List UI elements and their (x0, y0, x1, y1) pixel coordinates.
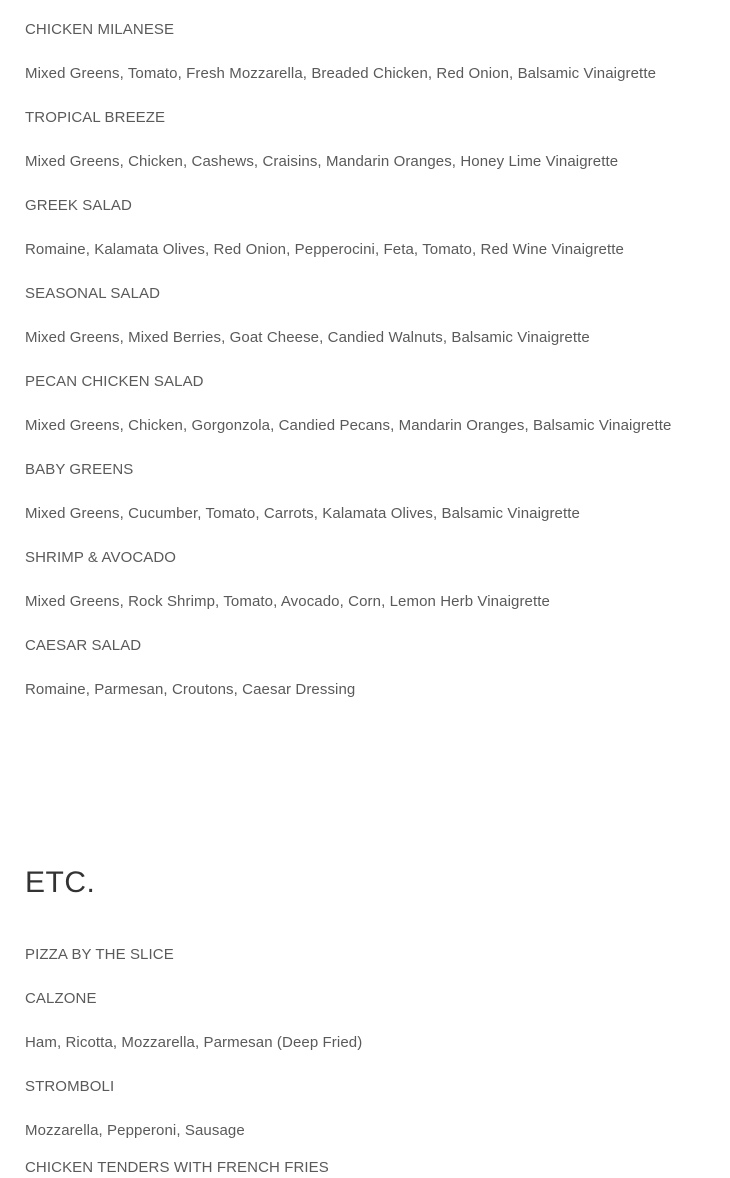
menu-item-name: TROPICAL BREEZE (25, 109, 166, 126)
menu-item-description: Mixed Greens, Rock Shrimp, Tomato, Avocado, Corn, Lemon Herb Vinaigrette (25, 593, 550, 610)
menu-item-name: BABY GREENS (25, 461, 134, 478)
menu-item-description: Ham, Ricotta, Mozzarella, Parmesan (Deep Fried) (25, 1034, 363, 1051)
menu-item-description: Romaine, Kalamata Olives, Red Onion, Pepperocini, Feta, Tomato, Red Wine Vinaigrette (25, 241, 624, 258)
menu-item-name: SEASONAL SALAD (25, 285, 161, 302)
menu-item-name: CHICKEN MILANESE (25, 21, 175, 38)
menu-item-description: Mixed Greens, Chicken, Gorgonzola, Candied Pecans, Mandarin Oranges, Balsamic Vinaigrette (25, 417, 672, 434)
menu-item-description: Mixed Greens, Cucumber, Tomato, Carrots, Kalamata Olives, Balsamic Vinaigrette (25, 505, 580, 522)
menu-item-name: PECAN CHICKEN SALAD (25, 373, 204, 390)
menu-item-name: CAESAR SALAD (25, 637, 142, 654)
menu-item-name: CALZONE (25, 990, 97, 1007)
menu-item-description: Mozzarella, Pepperoni, Sausage (25, 1122, 245, 1139)
menu-item-description: Romaine, Parmesan, Croutons, Caesar Dressing (25, 681, 356, 698)
menu-item-description: Mixed Greens, Chicken, Cashews, Craisins, Mandarin Oranges, Honey Lime Vinaigrette (25, 153, 619, 170)
menu-item-name: STROMBOLI (25, 1078, 115, 1095)
section-title: ETC. (25, 866, 96, 899)
menu-item-name: SHRIMP & AVOCADO (25, 549, 177, 566)
menu-item-name: PIZZA BY THE SLICE (25, 946, 174, 963)
menu-item-name: CHICKEN TENDERS WITH FRENCH FRIES (25, 1159, 329, 1176)
menu-item-description: Mixed Greens, Tomato, Fresh Mozzarella, Breaded Chicken, Red Onion, Balsamic Vinaigrette (25, 65, 657, 82)
menu-item-description: Mixed Greens, Mixed Berries, Goat Cheese, Candied Walnuts, Balsamic Vinaigrette (25, 329, 590, 346)
menu-item-name: GREEK SALAD (25, 197, 132, 214)
